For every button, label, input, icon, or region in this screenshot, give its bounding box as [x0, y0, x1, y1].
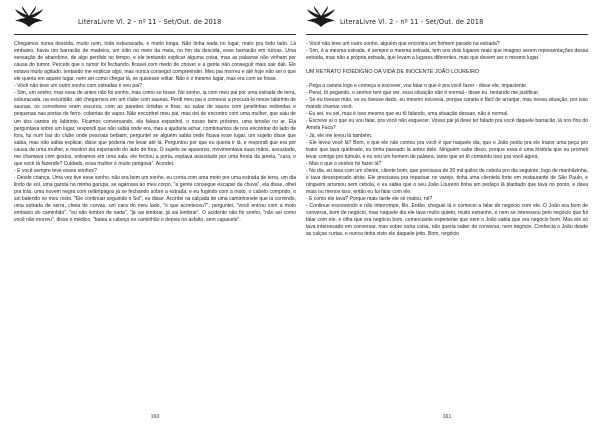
right-page: [306, 0, 588, 424]
page-header: [14, 8, 296, 35]
paragraph: - Você não teve um outro sonho com estradas e seu pai?: [14, 83, 142, 90]
paragraph: - Já, ele me levou lá também.: [306, 132, 373, 139]
paragraph: - Você não teve um outro sonho, alguém que encontra um homem parado na estrada?: [306, 41, 500, 47]
page-number: 160: [150, 414, 160, 420]
page-header: [306, 8, 588, 35]
paragraph: - E como ele tava? Porque mais tarde ele se matou, né?: [306, 195, 433, 202]
paragraph: - Desde criança. Uma vez tive esse sonho, não era bem um sonho, eu corria com uma moto por uma estrada de terra, um dia lindo de sol, uma garota na minha garupa, se agarrava ao meu corpo, "a gente consegue escapar da chuva", ela disse, olhei pra trás, uma nuvem negra com relâmpagos já se fechando sobre a estrada, e eu fugindo com a moto, o cabelo comprido, o sol batendo no meu rosto. "Ele continuar seguindo o Sol", eu disse. Acordei na calçada de uma caminhonete que ia correndo, uma estrada de serra, cheia de curvas, um cara do meu lado, "o que aconteceu?", perguntei, "você entrou com a moto embaixo do caminhão", "eu não lembro de nada", "já vai lembrar, já vai lembrar". O acidente não foi sonho, "não sei como você não morreu", disse o médico, "bateu a cabeça no caminhão e depois no asfalto, sem capacete".: [14, 174, 296, 224]
paragraph: - Eu sei, eu sei, mas é isso mesmo que eu tô falando, uma situação dessas, não é normal.: [306, 111, 509, 118]
page-body: [306, 41, 588, 238]
paragraph: - Se eu tivesse mão, se eu tivesse dedo, eu mesmo escrevia, porque caneta é fácil de arranjar, mas nessa situação, por isso mando chamar você.: [306, 97, 588, 111]
paragraph: Chegamos numa descida, muito ruim, toda esburacada, e muito longa. Não tinha nada no lugar, mato pra todo lado. Lá embaixo, havia um barracão de madeira, um sítio no meio da mata, no fim da descida, esse barracão em ruínas. Uma sensação de abandono, de algo perdido no tempo, e ele tentando explicar alguma coisa, mas as palavras não vinham por causa do tumor. Percebi que o tumor foi fechando, ficavei com medo de chover e a gente não conseguir mais sair dali. Ele estava muito agitado, tentando me explicar algo, mas nunca conseguí compreender. Meu pai morreu e até hoje não sei o que ele queria em aquele lugar, nem sei como chegar lá, se quisesse voltar. Não é o mesmo lugar, mas era com se fosse.: [14, 41, 296, 83]
paragraph: - No dia, eu tava com um cliente, cliente bom, que precisava de 30 mil quilos de cebola pro dia seguinte, logo de manhãzinha, e tava desesperado atrás. Ele precisava pra repassar no varejo, tinha uma clientela forte em restaurante de São Paulo, e ninguém arrumou sem cebola, e eu sabia que o seu João Loureiro tinha um pedaço lá plantado que tava no ponto, e dava mais ou menos isso, então eu fui falar com ele.: [306, 167, 588, 195]
page-number: 161: [442, 414, 452, 420]
page-body: [14, 41, 296, 224]
paragraph: - Ele levou você lá? Bom, o que ele não contou pra você é que naquele dia, que o João pediu pra ele trazer uma peça pro trator que tava quebrado, eu tinha passado lá antes dele. Ninguém sabe disso, porque essa é uma história que eu prometi levar comigo pro túmulo, e eu sou um homem de palavra, tanto que só tô contando isso pra você agora.: [306, 139, 588, 160]
paragraph: - Mas o que o senhor foi fazer lá?: [306, 160, 382, 167]
paragraph: - Sim, é a mesma estrada, é sempre a mesma estrada, tem uns dois lugares reais que imagino serem representações dessa estrada, mas não a própria estrada, que levam a lugares diferentes, mas que devem ser o mesmo lugar.: [306, 48, 588, 62]
paragraph: - Sim, um sonho, mas esse de antes não foi sonho, mas como se fosse. No sonho, ia com meu pai por uma estrada de terra, esburacada, na escuridão, até chegarmos em um clube com saunas. Perdi meu pai e comecei a procurá-lo nesse labirinto de saunas, os corredores eram escuros, com as paredes úmidas e frias, as salas de sauna com janelinhas redondas e pequenas nas portas de ferro, cobertas de vapor. Não encontrei meu pai, mas dei de encontro com uma mulher, que saiu de um dos cantos do labirinto. Ficamos conversando, ela falava espanhol, o nosso bem próximo, uma tensão no ar. Ela perguntava sobre um lugar, respondi que não sabia onde era, mas a ajudaria achar, combinamos de nos encontrar do lado de fora, fui num bar do clube onde pessoas bebiam, perguntei se alguém sabia onde ficava esse lugar, um sujeito disse que sabia, mas não sabia explicar, disse que poderia me levar até lá. Perguntou por que eu queria ir lá, e respondi que era por causa de uma mulher, e mostrei ela esperando do lado de fora. O sujeito se apavorou, movimentava suas mãos, assustado, me chamava com gestos, entramos em uma sala, ele fechou a porta, esplava assustado por uma fresta da janela, "cara, o que você tá fazendo? Cuidado, essa mulher é muito perigosa". Acordei.: [14, 90, 296, 167]
paragraph: - E você sempre teve esses sonhos?: [14, 167, 97, 174]
paragraph: - Peraí, tô pegando, o senhor tem que ver, essa situação não é normal - disse eu, tentando me justificar.: [306, 90, 540, 97]
section-title: UM RETRATO FIDEDIGNO DA VIDA DE INOCENTE JOÃO LOUREIRO: [306, 69, 480, 76]
paragraph: - Pega a caneta logo e começa a escrever, vou falar o que é pra você fazer - disse ele, impaciente.: [306, 83, 528, 90]
wing-logo-icon: [14, 4, 44, 30]
wing-logo-icon: [306, 4, 336, 30]
paragraph: - Continue escrevendo e não interrompe, filo. Então, cheguei lá e comecei a falar do negócio com ele. O João era bom de conversa, bom de negócio, mas naquele dia ele tava muito quieto, muito estranho, e nem se interessou pelo negócio que fui falar com ele, e olha que era negócio bom, comerciante experiente que nem o João sabia que era negócio bom. Mas ele só tava interessado em conversar, mas sobre outra coisa, não queria saber de conversa, nem negócio. Conhecia o João desde as calças curtas, e nunca tinha visto ele daquele jeito. Bom, negócio: [306, 202, 588, 238]
running-header: LiteraLivre Vl. 2 - nº 11 - Set/Out. de 2018: [340, 18, 484, 26]
left-page: [14, 0, 296, 424]
paragraph: - Escreve aí o que eu vou falar, pra você não esquecer. Vosso pai já deve ter falado pra você daquele barracão, lá nos fins do Amola Faca?: [306, 118, 588, 132]
running-header: LiteraLivre Vl. 2 - nº 11 - Set/Out. de 2018: [78, 18, 222, 26]
